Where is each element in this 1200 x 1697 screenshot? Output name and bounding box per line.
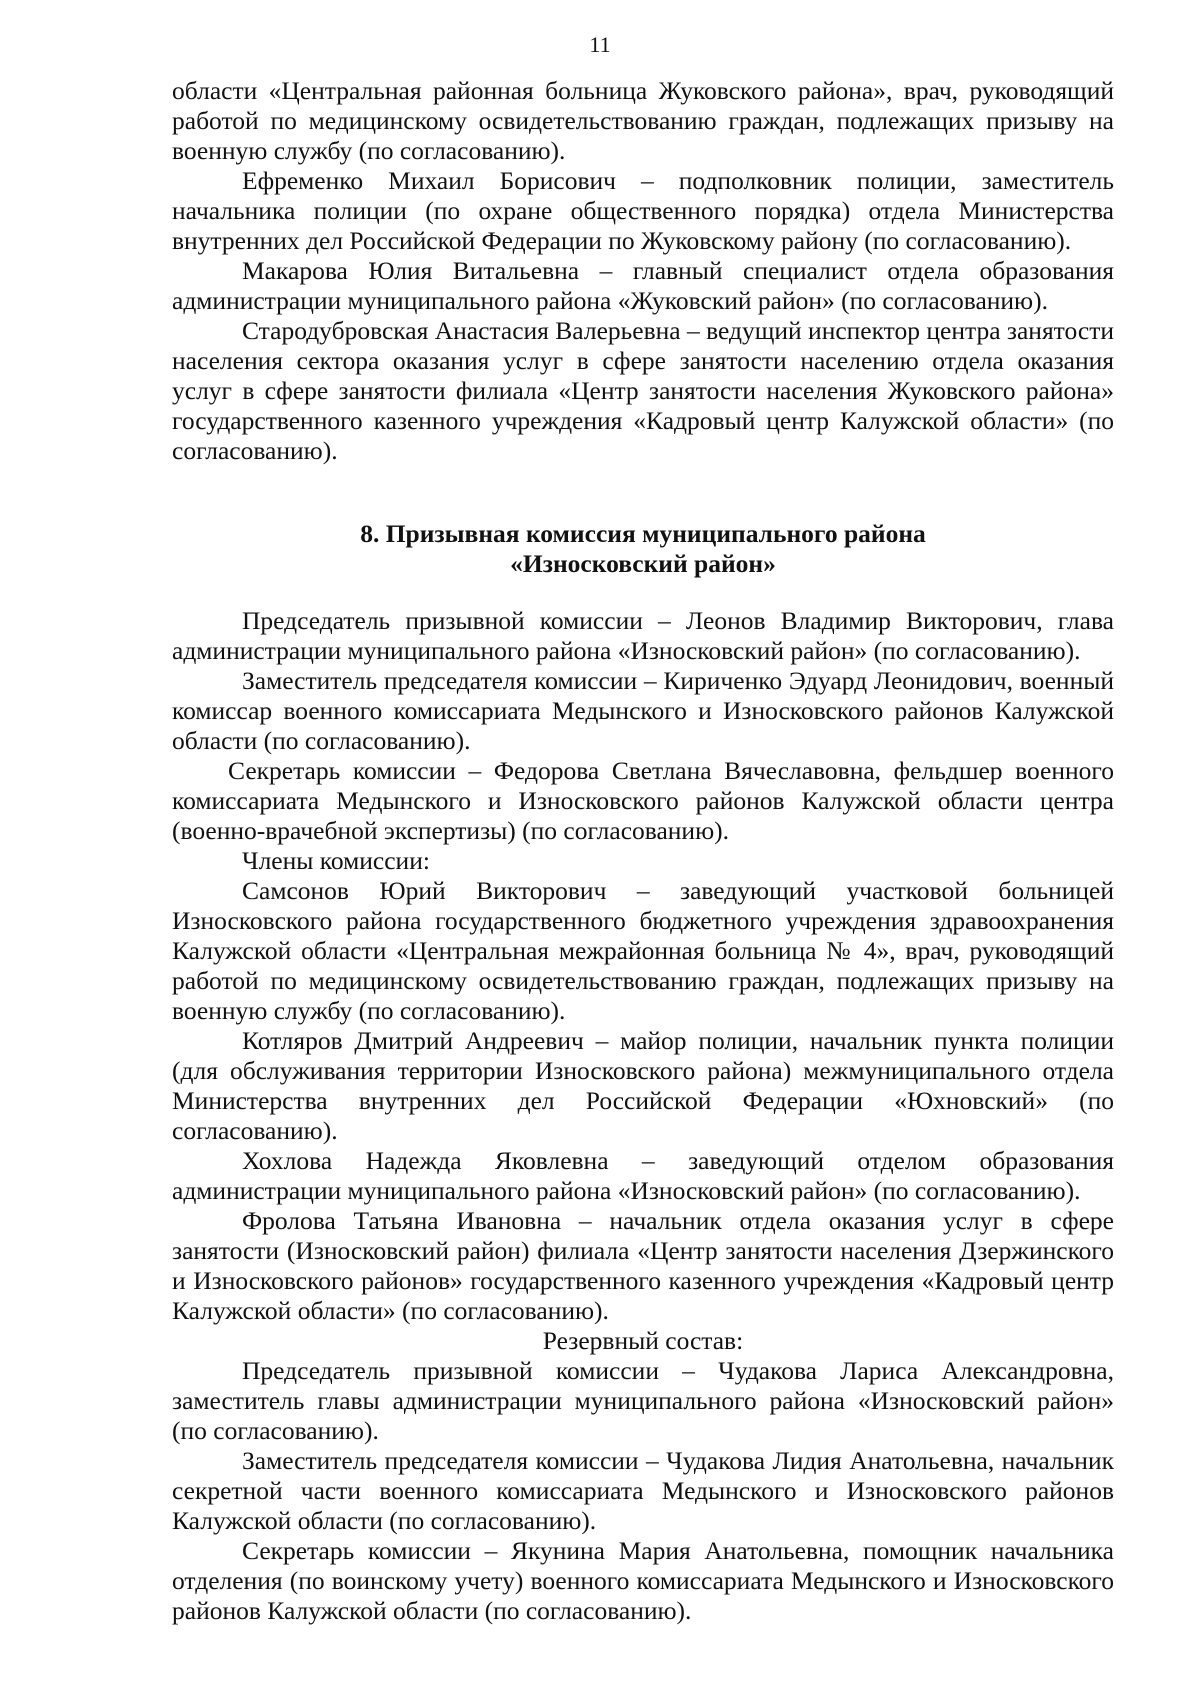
section-title-line1: 8. Призывная комиссия муниципального района <box>360 519 926 548</box>
section-title-line2: «Износковский район» <box>510 549 776 578</box>
paragraph-samsonov: Самсонов Юрий Викторович – заведующий участковой больницей Износковского района государственного бюджетного учреждения здравоохранения Калужской области «Центральная межрайонная больница № 4», врач, руководящий работой по медицинскому освидетельствованию граждан, подлежащих призыву на военную службу (по согласованию). <box>172 876 1114 1025</box>
paragraph-chairman: Председатель призывной комиссии – Леонов Владимир Викторович, глава администрации муниципального района «Износковский район» (по согласованию). <box>172 606 1114 665</box>
paragraph-starodubrovskaya: Стародубровская Анастасия Валерьевна – ведущий инспектор центра занятости населения сектора оказания услуг в сфере занятости населению отдела оказания услуг в сфере занятости филиала «Центр занятости населения Жуковского района» государственного казенного учреждения «Кадровый центр Калужской области» (по согласованию). <box>172 316 1114 465</box>
paragraph-deputy-chairman: Заместитель председателя комиссии – Кириченко Эдуард Леонидович, военный комиссар военного комиссариата Медынского и Износковского районов Калужской области (по согласованию). <box>172 666 1114 755</box>
top-paragraphs <box>172 76 1114 466</box>
page-number: 11 <box>589 32 611 57</box>
section-heading <box>172 519 1114 579</box>
paragraph-reserve-deputy: Заместитель председателя комиссии – Чудакова Лидия Анатольевна, начальник секретной части военного комиссариата Медынского и Износковского районов Калужской области (по согласованию). <box>172 1446 1114 1535</box>
reserve-heading: Резервный состав: <box>542 1326 744 1355</box>
paragraph-continuation: области «Центральная районная больница Жуковского района», врач, руководящий работой по медицинскому освидетельствованию граждан, подлежащих призыву на военную службу (по согласованию). <box>172 76 1114 165</box>
paragraph-khokhlova: Хохлова Надежда Яковлевна – заведующий отделом образования администрации муниципального района «Износковский район» (по согласованию). <box>172 1146 1114 1205</box>
paragraph-efremenko: Ефременко Михаил Борисович – подполковник полиции, заместитель начальника полиции (по охране общественного порядка) отдела Министерства внутренних дел Российской Федерации по Жуковскому району (по согласованию). <box>172 166 1114 255</box>
main-paragraphs <box>172 606 1114 1626</box>
paragraph-reserve-chairman: Председатель призывной комиссии – Чудакова Лариса Александровна, заместитель главы администрации муниципального района «Износковский район» (по согласованию). <box>172 1356 1114 1445</box>
paragraph-members-label: Члены комиссии: <box>242 846 430 875</box>
paragraph-kotlyarov: Котляров Дмитрий Андреевич – майор полиции, начальник пункта полиции (для обслуживания территории Износковского района) межмуниципального отдела Министерства внутренних дел Российской Федерации «Юхновский» (по согласованию). <box>172 1026 1114 1145</box>
paragraph-reserve-secretary: Секретарь комиссии – Якунина Мария Анатольевна, помощник начальника отделения (по воинскому учету) военного комиссариата Медынского и Износковского районов Калужской области (по согласованию). <box>172 1536 1114 1625</box>
paragraph-secretary: Секретарь комиссии – Федорова Светлана Вячеславовна, фельдшер военного комиссариата Медынского и Износковского районов Калужской области центра (военно-врачебной экспертизы) (по согласованию). <box>172 756 1114 845</box>
paragraph-makarova: Макарова Юлия Витальевна – главный специалист отдела образования администрации муниципального района «Жуковский район» (по согласованию). <box>172 256 1114 315</box>
paragraph-frolova: Фролова Татьяна Ивановна – начальник отдела оказания услуг в сфере занятости (Износковский район) филиала «Центр занятости населения Дзержинского и Износковского районов» государственного казенного учреждения «Кадровый центр Калужской области» (по согласованию). <box>172 1206 1114 1325</box>
